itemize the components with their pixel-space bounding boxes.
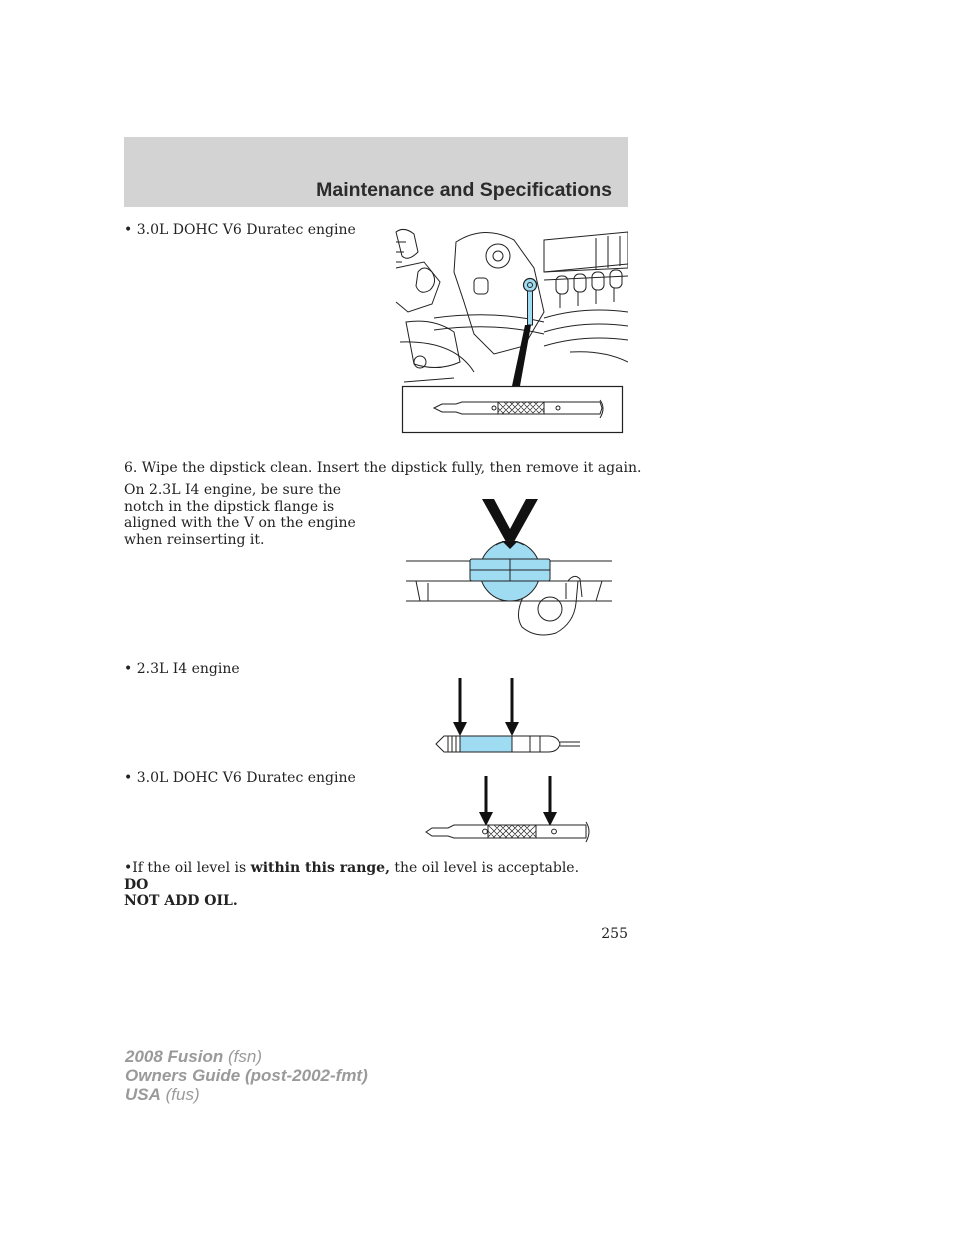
bullet-v6-engine: • 3.0L DOHC V6 Duratec engine [124, 222, 356, 238]
v-notch-flange-illustration [406, 497, 616, 639]
v6-dipstick-figure [424, 774, 592, 844]
arrow-down-icon [505, 678, 519, 736]
engine-bay-illustration [394, 222, 628, 436]
dipstick-icon [436, 736, 580, 752]
do-not-add-oil-part2: NOT ADD OIL. [124, 893, 238, 909]
notch-note-line: aligned with the V on the engine [124, 515, 356, 531]
dipstick-icon [426, 822, 589, 842]
page-number: 255 [601, 926, 628, 942]
oil-range-emphasis: within this range, [250, 860, 390, 876]
oil-range-note [124, 860, 604, 910]
header-band [124, 137, 628, 207]
oil-range-prefix: •If the oil level is [124, 860, 251, 876]
do-not-add-oil-part1: DO [124, 876, 149, 893]
arrow-down-icon [543, 776, 557, 826]
bullet-i4-engine: • 2.3L I4 engine [124, 661, 240, 677]
footer-model-code: (fsn) [223, 1047, 262, 1066]
notch-note [124, 482, 364, 548]
arrow-down-icon [479, 776, 493, 826]
arrow-down-icon [453, 678, 467, 736]
footer-market: USA [125, 1085, 161, 1104]
notch-note-line: On 2.3L I4 engine, be sure the [124, 482, 342, 498]
footer-model: 2008 Fusion [125, 1047, 224, 1066]
page-title: Maintenance and Specifications [316, 179, 612, 201]
document-footer [125, 1047, 368, 1104]
i4-dipstick-figure [430, 676, 586, 756]
notch-note-line: when reinserting it. [124, 531, 265, 548]
footer-market-code: (fus) [160, 1085, 200, 1104]
bullet-v6-engine-2: • 3.0L DOHC V6 Duratec engine [124, 770, 356, 786]
notch-note-line: notch in the dipstick flange is [124, 498, 335, 515]
oil-range-middle: the oil level is acceptable. [389, 860, 580, 876]
step-6-text: 6. Wipe the dipstick clean. Insert the dipstick fully, then remove it again. [124, 460, 642, 476]
footer-guide: Owners Guide (post-2002-fmt) [125, 1066, 368, 1085]
